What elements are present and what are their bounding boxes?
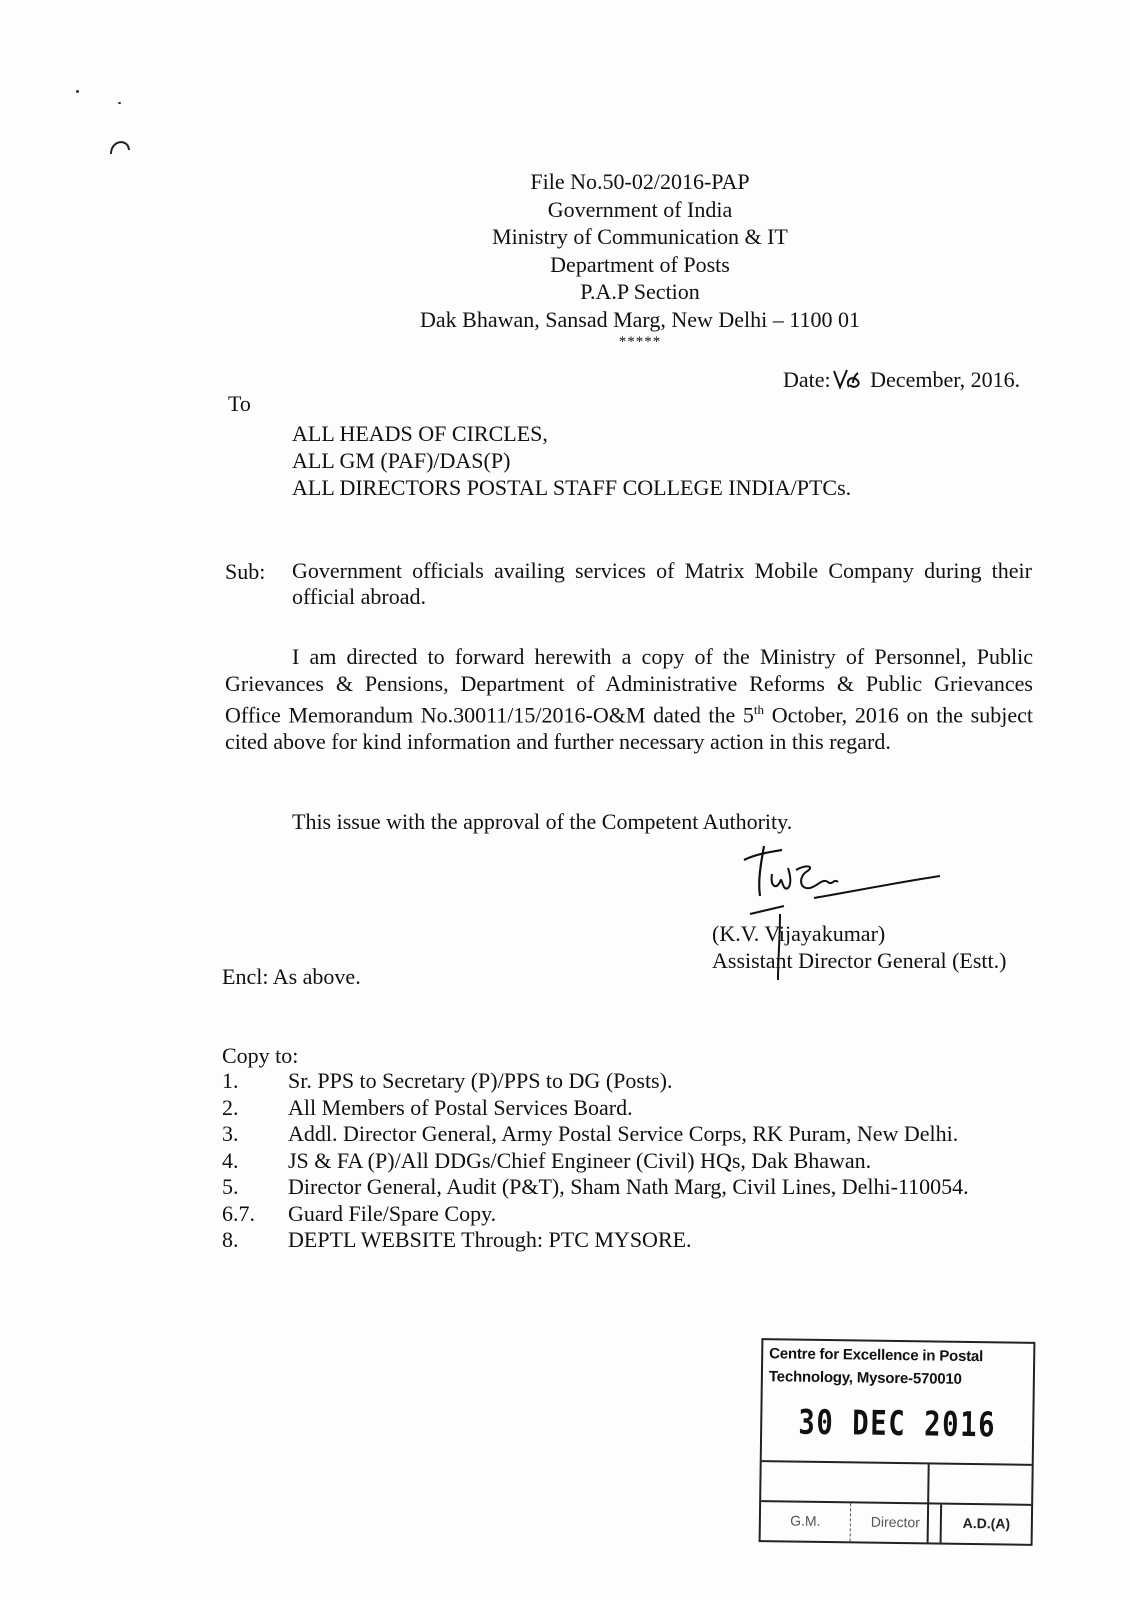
ministry-line: Ministry of Communication & IT <box>492 224 788 249</box>
stamp-grid <box>761 1460 1032 1544</box>
list-item-number: 1. <box>222 1068 239 1093</box>
list-item <box>222 1148 1034 1175</box>
list-item-text: All Members of Postal Services Board. <box>288 1094 633 1120</box>
list-item-number: 3. <box>222 1121 239 1146</box>
date-rest: December, 2016. <box>870 367 1021 392</box>
stamp-cell: A.D.(A) <box>940 1505 1032 1544</box>
letter-header <box>360 168 920 349</box>
stamp-date: 30 DEC 2016 <box>798 1402 997 1446</box>
government-line: Government of India <box>547 196 733 222</box>
file-number: File No.50-02/2016-PAP <box>530 169 750 194</box>
signatory-name: (K.V. Vijayakumar) <box>712 921 886 946</box>
list-item <box>222 1174 1034 1201</box>
signatory-block <box>712 920 1006 974</box>
list-item-text: DEPTL WEBSITE Through: PTC MYSORE. <box>288 1227 692 1252</box>
list-item <box>222 1068 1034 1095</box>
speck <box>118 102 121 104</box>
stamp-cell-row <box>761 1500 1032 1544</box>
received-stamp <box>759 1338 1036 1546</box>
body-paragraph <box>225 644 1033 755</box>
enclosure-note: Encl: As above. <box>222 964 361 989</box>
date-label: Date: <box>783 367 831 392</box>
signatory-designation: Assistant Director General (Estt.) <box>712 948 1007 973</box>
list-item-number: 8. <box>222 1227 239 1252</box>
body-text-part1: I am directed to forward herewith a copy of the Ministry of Personnel, Public Grievances & Pensions, Department of Administrative Reforms & Public Grievances Office Memorandum No.30011/15/2016-O&M dated the 5 <box>225 644 1033 728</box>
list-item-number: 6.7. <box>222 1200 255 1226</box>
list-item-text: JS & FA (P)/All DDGs/Chief Engineer (Civil) HQs, Dak Bhawan. <box>288 1147 872 1173</box>
list-item <box>222 1201 1034 1228</box>
addressee-item: ALL DIRECTORS POSTAL STAFF COLLEGE INDIA/PTCs. <box>292 475 852 500</box>
body-superscript: th <box>753 702 765 717</box>
list-item <box>222 1121 1034 1148</box>
stamp-line-2: Technology, Mysore-570010 <box>768 1368 962 1388</box>
letter-date <box>783 366 1020 393</box>
list-item <box>222 1095 1034 1122</box>
list-item-text: Director General, Audit (P&T), Sham Nath Marg, Civil Lines, Delhi-110054. <box>288 1174 969 1199</box>
copy-to-heading: Copy to: <box>222 1043 299 1068</box>
addressee-item: ALL GM (PAF)/DAS(P) <box>292 448 511 473</box>
body-text-part2: October, 2016 on the subject cited above for kind information and further necessary action in this regard. <box>225 702 1033 754</box>
addressee-item: ALL HEADS OF CIRCLES, <box>292 421 548 446</box>
addressee-list <box>292 420 851 501</box>
section-line: P.A.P Section <box>580 279 700 304</box>
list-item <box>222 1227 1034 1254</box>
list-item-text: Guard File/Spare Copy. <box>288 1200 497 1226</box>
department-line: Department of Posts <box>550 251 730 277</box>
approval-line: This issue with the approval of the Competent Authority. <box>292 809 793 834</box>
list-item-text: Sr. PPS to Secretary (P)/PPS to DG (Posts). <box>288 1068 673 1093</box>
copy-to-list <box>222 1068 1034 1254</box>
stray-mark-icon <box>108 136 134 158</box>
speck <box>76 90 79 93</box>
list-item-text: Addl. Director General, Army Postal Service Corps, RK Puram, New Delhi. <box>288 1121 959 1146</box>
stamp-cell: Director <box>870 1513 920 1531</box>
list-item-number: 2. <box>222 1094 239 1120</box>
address-line: Dak Bhawan, Sansad Marg, New Delhi – 1100 01 <box>420 306 860 332</box>
subject-text: Government officials availing services of Matrix Mobile Company during their official abroad. <box>292 558 1032 609</box>
stamp-line-1: Centre for Excellence in Postal <box>769 1345 984 1366</box>
list-item-number: 4. <box>222 1147 239 1173</box>
stamp-cell: G.M. <box>761 1502 852 1541</box>
separator-stars: ***** <box>618 334 662 350</box>
subject-label: Sub: <box>225 559 266 584</box>
list-item-number: 5. <box>222 1174 239 1199</box>
handwritten-day-icon <box>831 367 865 391</box>
to-label: To <box>228 391 251 416</box>
